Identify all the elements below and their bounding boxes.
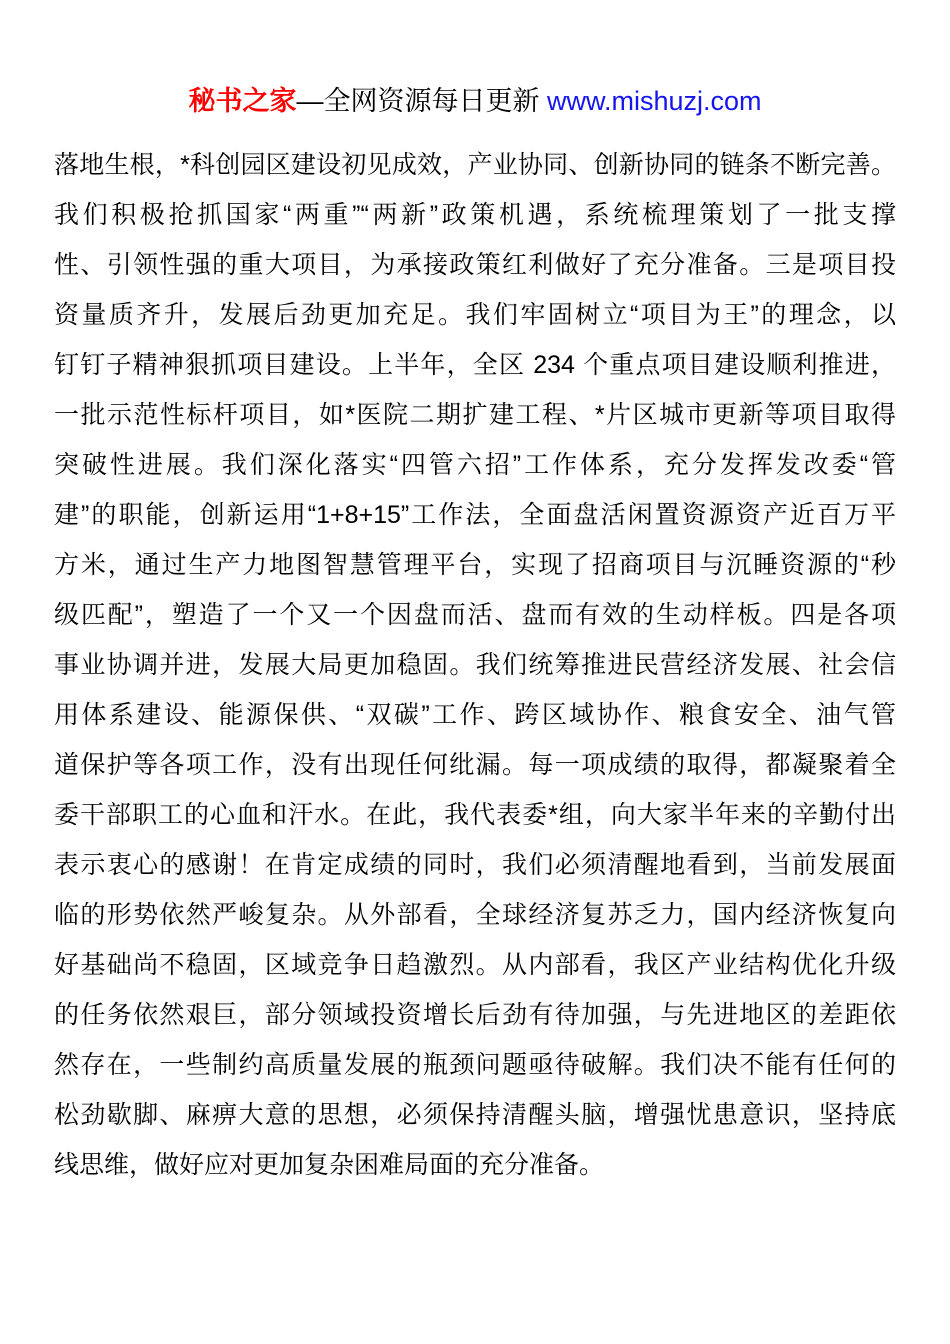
text-line: 落地生根，*科创园区建设初见成效，产业协同、创新协同的链条不断完善。 — [54, 151, 896, 179]
text-line: 用体系建设、能源保供、“双碳”工作、跨区域协作、粮食安全、油气管 — [54, 701, 896, 729]
text-line: 的任务依然艰巨，部分领域投资增长后劲有待加强，与先进地区的差距依 — [54, 1001, 896, 1029]
site-tagline: —全网资源每日更新 — [296, 86, 547, 116]
brand-name: 秘书之家 — [188, 86, 297, 116]
document-body — [54, 140, 896, 1190]
text-line: 然存在，一些制约高质量发展的瓶颈问题亟待破解。我们决不能有任何的 — [54, 1051, 896, 1079]
site-header — [0, 84, 950, 118]
text-line: 线思维，做好应对更加复杂困难局面的充分准备。 — [54, 1151, 605, 1179]
text-line: 松劲歇脚、麻痹大意的思想，必须保持清醒头脑，增强忧患意识，坚持底 — [54, 1101, 896, 1129]
text-line: 好基础尚不稳固，区域竞争日趋激烈。从内部看，我区产业结构优化升级 — [54, 951, 896, 979]
text-line: 我们积极抢抓国家“两重”“两新”政策机遇，系统梳理策划了一批支撑 — [54, 201, 896, 229]
text-line: 一批示范性标杆项目，如*医院二期扩建工程、*片区城市更新等项目取得 — [54, 401, 896, 429]
text-line: 道保护等各项工作，没有出现任何纰漏。每一项成绩的取得，都凝聚着全 — [54, 751, 896, 779]
text-line: 级匹配”，塑造了一个又一个因盘而活、盘而有效的生动样板。四是各项 — [54, 601, 896, 629]
text-line: 表示衷心的感谢！在肯定成绩的同时，我们必须清醒地看到，当前发展面 — [54, 851, 896, 879]
text-line: 资量质齐升，发展后劲更加充足。我们牢固树立“项目为王”的理念，以 — [54, 301, 896, 329]
text-line: 临的形势依然严峻复杂。从外部看，全球经济复苏乏力，国内经济恢复向 — [54, 901, 896, 929]
text-line: 突破性进展。我们深化落实“四管六招”工作体系，充分发挥发改委“管 — [54, 451, 896, 479]
text-line: 方米，通过生产力地图智慧管理平台，实现了招商项目与沉睡资源的“秒 — [54, 551, 896, 579]
text-line: 性、引领性强的重大项目，为承接政策红利做好了充分准备。三是项目投 — [54, 251, 896, 279]
text-line: 钉钉子精神狠抓项目建设。上半年，全区 234 个重点项目建设顺利推进， — [54, 351, 896, 379]
text-line: 委干部职工的心血和汗水。在此，我代表委*组，向大家半年来的辛勤付出 — [54, 801, 896, 829]
text-line: 事业协调并进，发展大局更加稳固。我们统筹推进民营经济发展、社会信 — [54, 651, 896, 679]
site-url-link[interactable]: www.mishuzj.com — [546, 86, 762, 116]
text-line: 建”的职能，创新运用“1+8+15”工作法，全面盘活闲置资源资产近百万平 — [54, 501, 896, 529]
